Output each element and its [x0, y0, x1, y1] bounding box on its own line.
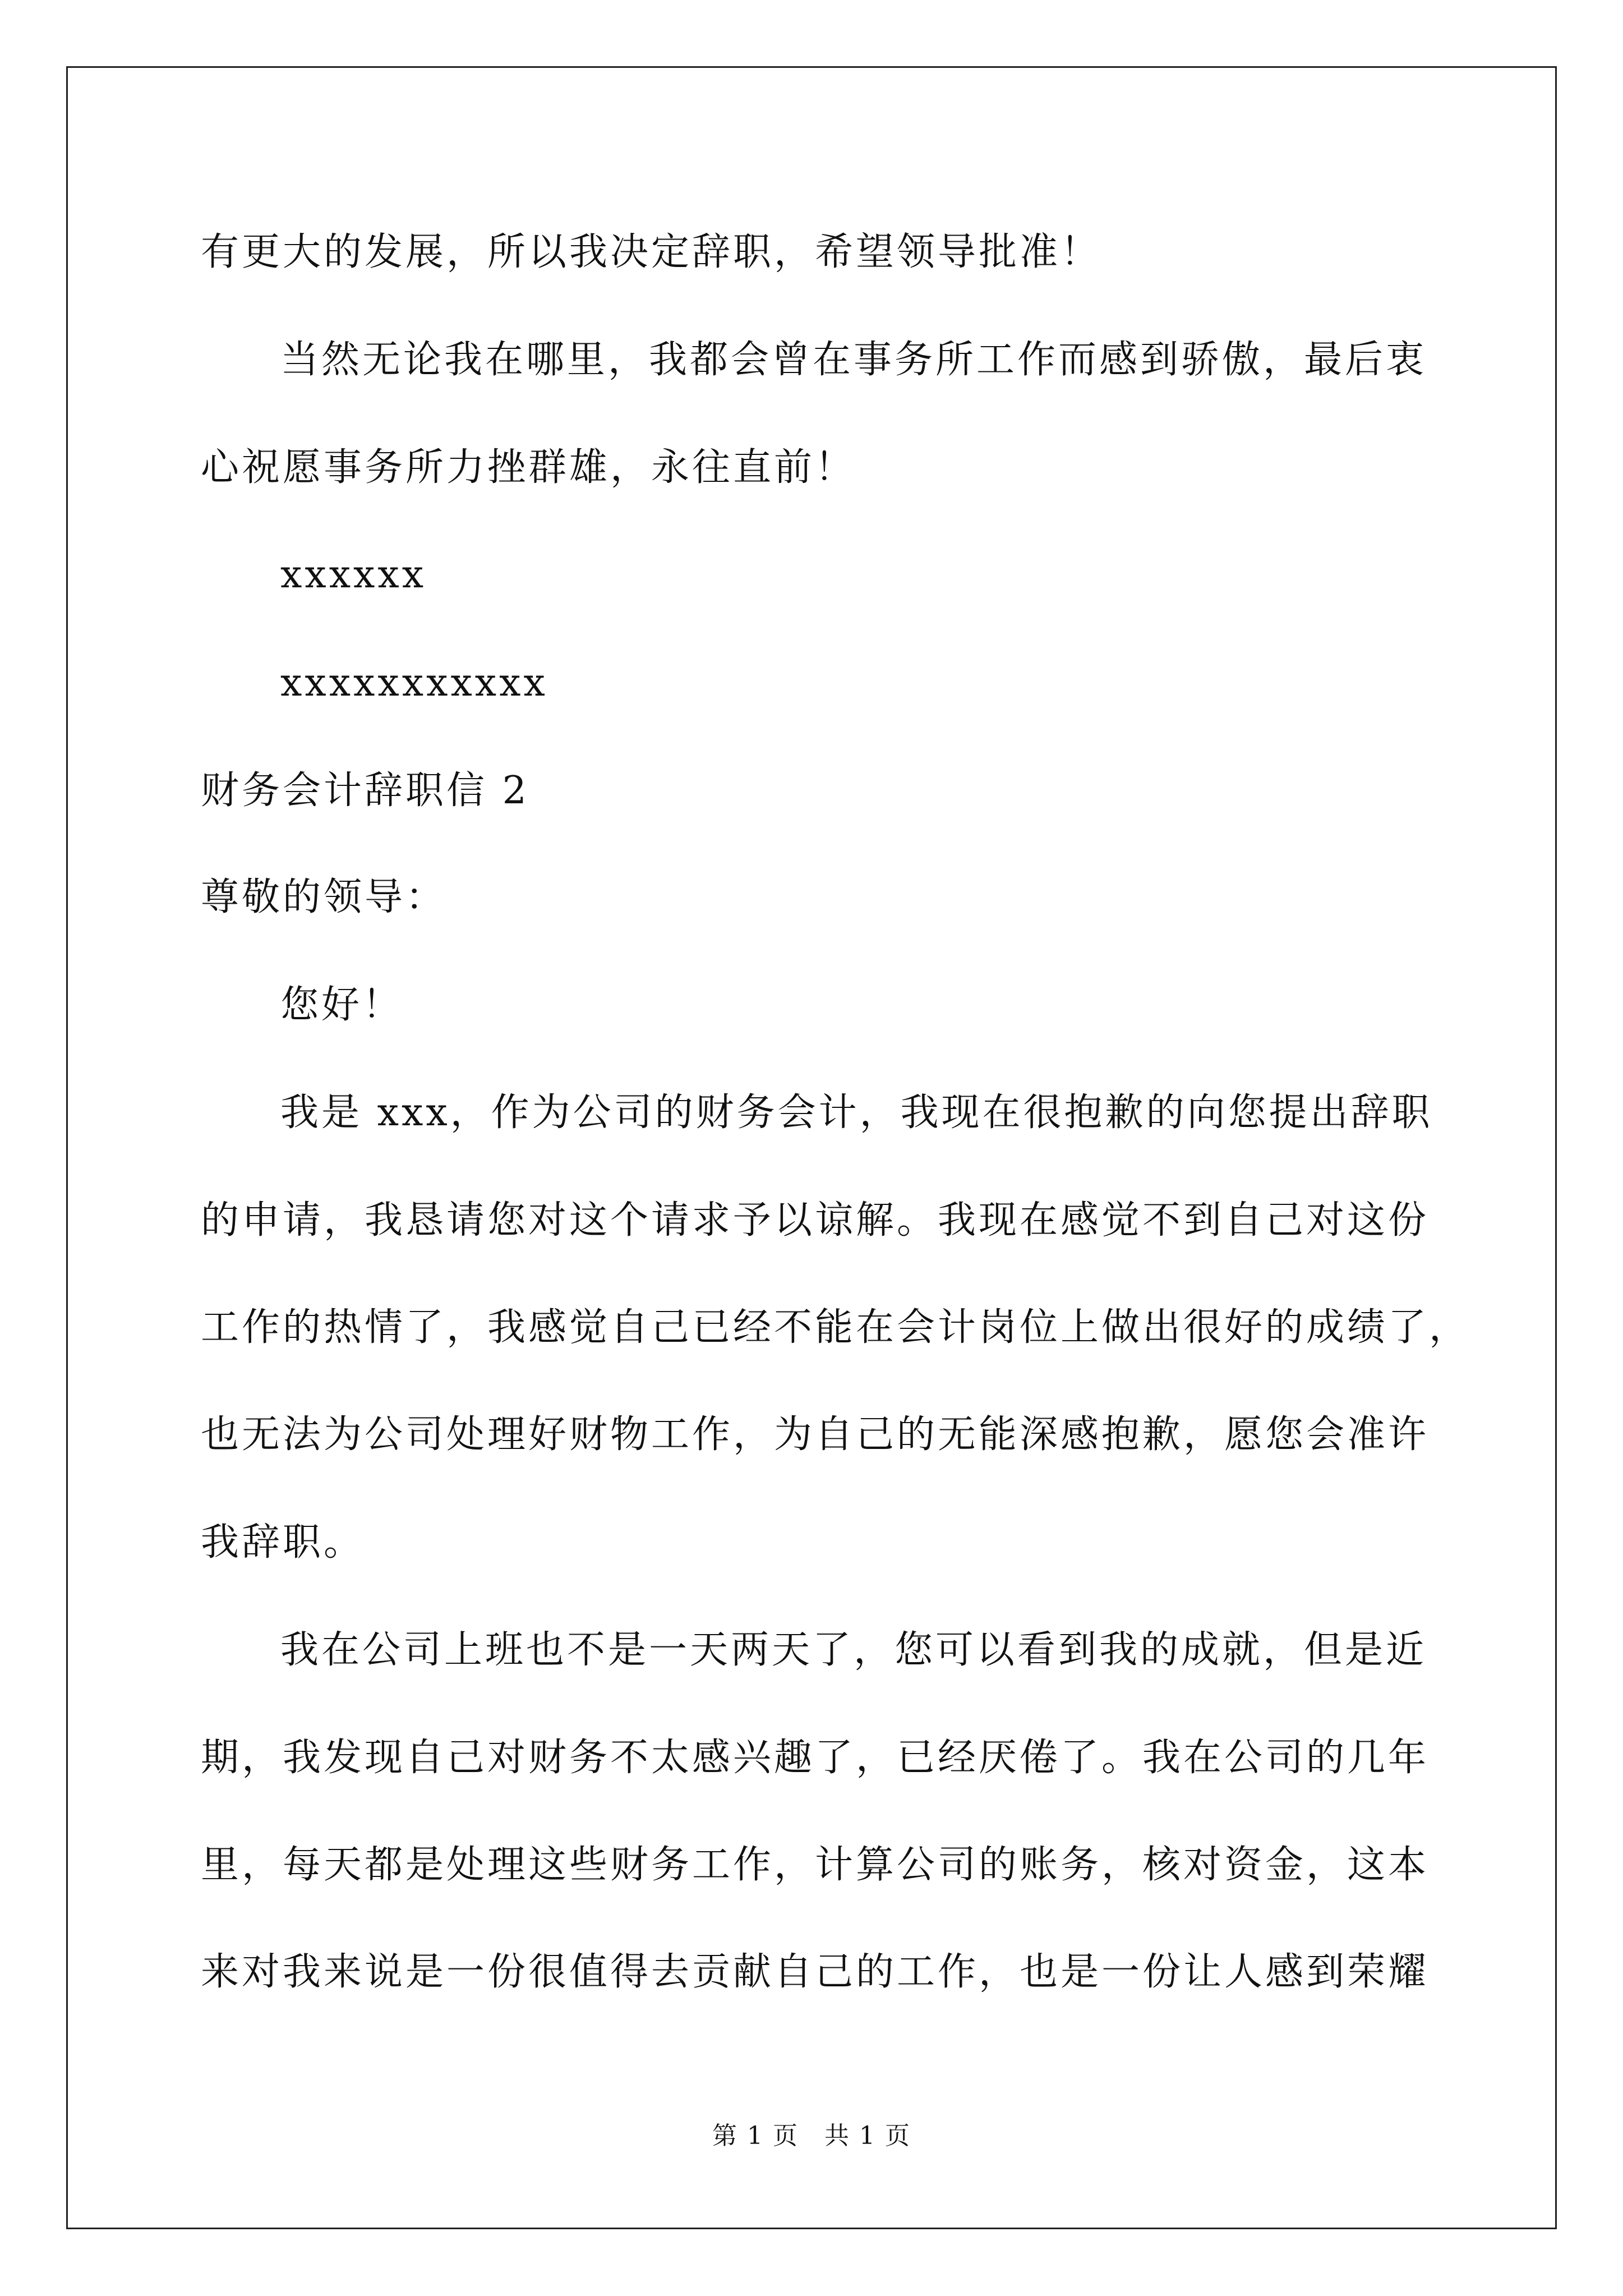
text-line: 的申请，我恳请您对这个请求予以谅解。我现在感觉不到自己对这份 — [201, 1198, 1430, 1243]
text-line: 当然无论我在哪里，我都会曾在事务所工作而感到骄傲，最后衷 — [280, 338, 1427, 382]
text-line: 工作的热情了，我感觉自己已经不能在会计岗位上做出很好的成绩了， — [201, 1305, 1470, 1350]
greeting: 您好！ — [280, 983, 404, 1027]
text-line: 有更大的发展，所以我决定辞职，希望领导批准！ — [201, 230, 1102, 274]
salutation: 尊敬的领导： — [201, 875, 447, 919]
text-line: 期，我发现自己对财务不太感兴趣了，已经厌倦了。我在公司的几年 — [201, 1736, 1430, 1780]
text-line: 里，每天都是处理这些财务工作，计算公司的账务，核对资金，这本 — [201, 1843, 1430, 1887]
section-title: 财务会计辞职信 2 — [201, 769, 529, 813]
page-frame — [66, 66, 1557, 2229]
date-placeholder: xxxxxxxxxxx — [280, 661, 548, 705]
text-line: 我辞职。 — [201, 1520, 365, 1565]
text-line: 也无法为公司处理好财物工作，为自己的无能深感抱歉，愿您会准许 — [201, 1412, 1430, 1457]
text-line: 我是 xxx，作为公司的财务会计，我现在很抱歉的向您提出辞职 — [280, 1091, 1433, 1135]
text-line: 我在公司上班也不是一天两天了，您可以看到我的成就，但是近 — [280, 1628, 1427, 1672]
signature-placeholder: xxxxxx — [280, 553, 427, 597]
text-line: 心祝愿事务所力挫群雄，永往直前！ — [201, 445, 856, 490]
text-line: 来对我来说是一份很值得去贡献自己的工作，也是一份让人感到荣耀 — [201, 1950, 1430, 1994]
page-number: 第 1 页 共 1 页 — [712, 2122, 911, 2150]
